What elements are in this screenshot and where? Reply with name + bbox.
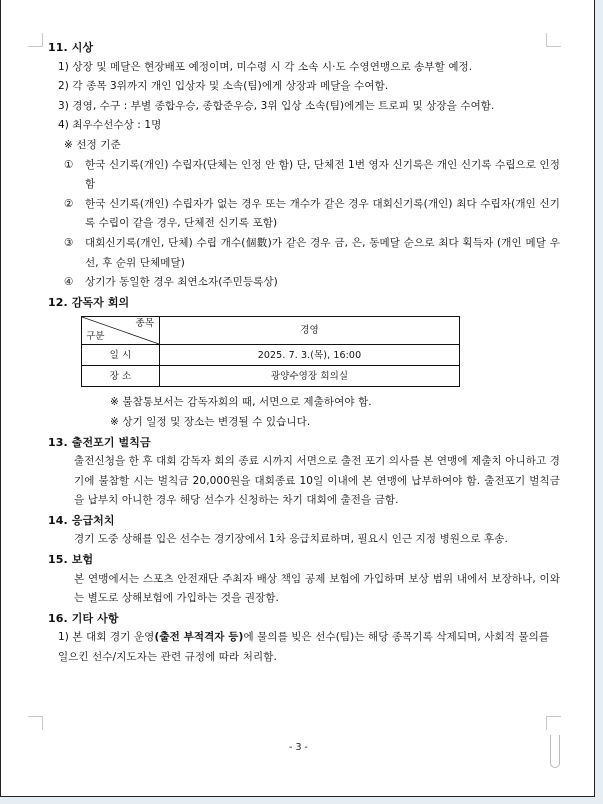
other-item-1-bold: (출전 부적격자 등) xyxy=(154,631,244,644)
criteria-item-3 xyxy=(48,234,560,273)
header-event: 종목 xyxy=(135,318,154,330)
meeting-note-2: ※ 상기 일정 및 장소는 변경될 수 있습니다. xyxy=(110,415,311,428)
diagonal-header-cell xyxy=(82,317,160,345)
other-item-1-rest: 에 물의를 빚은 선수(팀)는 해당 종목기록 삭제되며, 사회적 물의를 일으킨 선수/지도자는 관련 규정에 따라 처리함. xyxy=(58,631,550,664)
other-item-1-prefix: 1) 본 대회 경기 운영 xyxy=(58,631,155,644)
meeting-note-1: ※ 불참통보서는 감독자회의 때, 서면으로 제출하여야 함. xyxy=(110,396,372,409)
criteria-item-4 xyxy=(48,273,560,293)
meeting-table xyxy=(81,316,460,387)
criteria-text-2: 한국 신기록(개인) 수립자가 없는 경우 또는 개수가 같은 경우 대회신기록(개인) 최다 수립자(개인 신기록 수립이 같을 경우, 단체전 신기록 포함) xyxy=(85,197,560,230)
circled-number-4: ④ xyxy=(64,276,74,289)
section-title-insurance: 15. 보험 xyxy=(48,553,94,567)
column-header-swimming: 경영 xyxy=(160,317,460,345)
section-title-managers-meeting: 12. 감독자 회의 xyxy=(48,295,130,309)
criteria-title: ※ 선정 기준 xyxy=(64,138,121,151)
margin-corner-bottom-left xyxy=(28,716,43,730)
circled-number-3: ③ xyxy=(64,236,74,249)
margin-corner-top-left xyxy=(28,33,43,47)
section-title-other: 16. 기타 사항 xyxy=(48,611,119,625)
row-value-venue: 광양수영장 회의실 xyxy=(160,366,460,387)
criteria-text-3: 대회신기록(개인, 단체) 수립 개수(個數)가 같은 경우 금, 은, 동메달 순으로 최다 획득자 (개인 메달 우선, 후 순위 단체메달) xyxy=(85,236,560,269)
row-label-venue: 장 소 xyxy=(82,366,160,387)
first-aid-text: 경기 도중 상해를 입은 선수는 경기장에서 1차 응급치료하며, 필요시 인근 지정 병원으로 후송. xyxy=(74,533,508,546)
section-title-withdrawal-penalty: 13. 출전포기 벌칙금 xyxy=(48,435,151,449)
criteria-text-4: 상기가 동일한 경우 최연소자(주민등록상) xyxy=(85,276,278,289)
table-row xyxy=(82,345,460,366)
section-title-awards: 11. 시상 xyxy=(48,41,94,54)
document-content xyxy=(48,38,560,668)
criteria-item-1 xyxy=(48,156,560,195)
other-item-1 xyxy=(48,628,560,667)
table-row xyxy=(82,366,460,387)
margin-corner-bottom-right xyxy=(546,716,561,730)
awards-item-2: 2) 각 종목 3위까지 개인 입상자 및 소속(팀)에게 상장과 메달을 수여함. xyxy=(58,80,389,93)
row-label-datetime: 일 시 xyxy=(82,345,160,366)
section-title-first-aid: 14. 응급처치 xyxy=(48,513,115,527)
insurance-text: 본 연맹에서는 스포츠 안전재단 주최자 배상 책임 공제 보험에 가입하며 보상 범위 내에서 보장하나, 이와는 별도로 상해보험에 가입하는 것을 권장함. xyxy=(74,572,560,605)
circled-number-1: ① xyxy=(64,158,74,171)
header-category: 구분 xyxy=(86,331,105,343)
row-value-datetime: 2025. 7. 3.(목), 16:00 xyxy=(160,345,460,366)
withdrawal-penalty-text: 출전신청을 한 후 대회 감독자 회의 종료 시까지 서면으로 출전 포기 의사를 본 연맹에 제출치 아니하고 경기에 불참할 시는 벌칙금 20,000원을 대회종료 10일 이내에 본 연맹에 납부하여야 함. 출전포기 벌칙금을 납부치 아니한 경우 해당 선수가 신청하는 차기 대회에 출전을 금함. xyxy=(74,455,560,507)
awards-item-4: 4) 최우수선수상 : 1명 xyxy=(58,119,162,132)
circled-number-2: ② xyxy=(64,197,74,210)
table-header-row xyxy=(82,317,460,345)
awards-item-1: 1) 상장 및 메달은 현장배포 예정이며, 미수령 시 각 소속 시·도 수영연맹으로 송부할 예정. xyxy=(58,60,473,73)
criteria-text-1: 한국 신기록(개인) 수립자(단체는 인정 안 함) 단, 단체전 1번 영자 신기록은 개인 신기록 수립으로 인정함 xyxy=(85,158,560,191)
page-number: - 3 - xyxy=(289,742,308,753)
criteria-item-2 xyxy=(48,195,560,234)
awards-item-3: 3) 경영, 수구 : 부별 종합우승, 종합준우승, 3위 입상 소속(팀)에게는 트로피 및 상장을 수여함. xyxy=(58,99,495,112)
